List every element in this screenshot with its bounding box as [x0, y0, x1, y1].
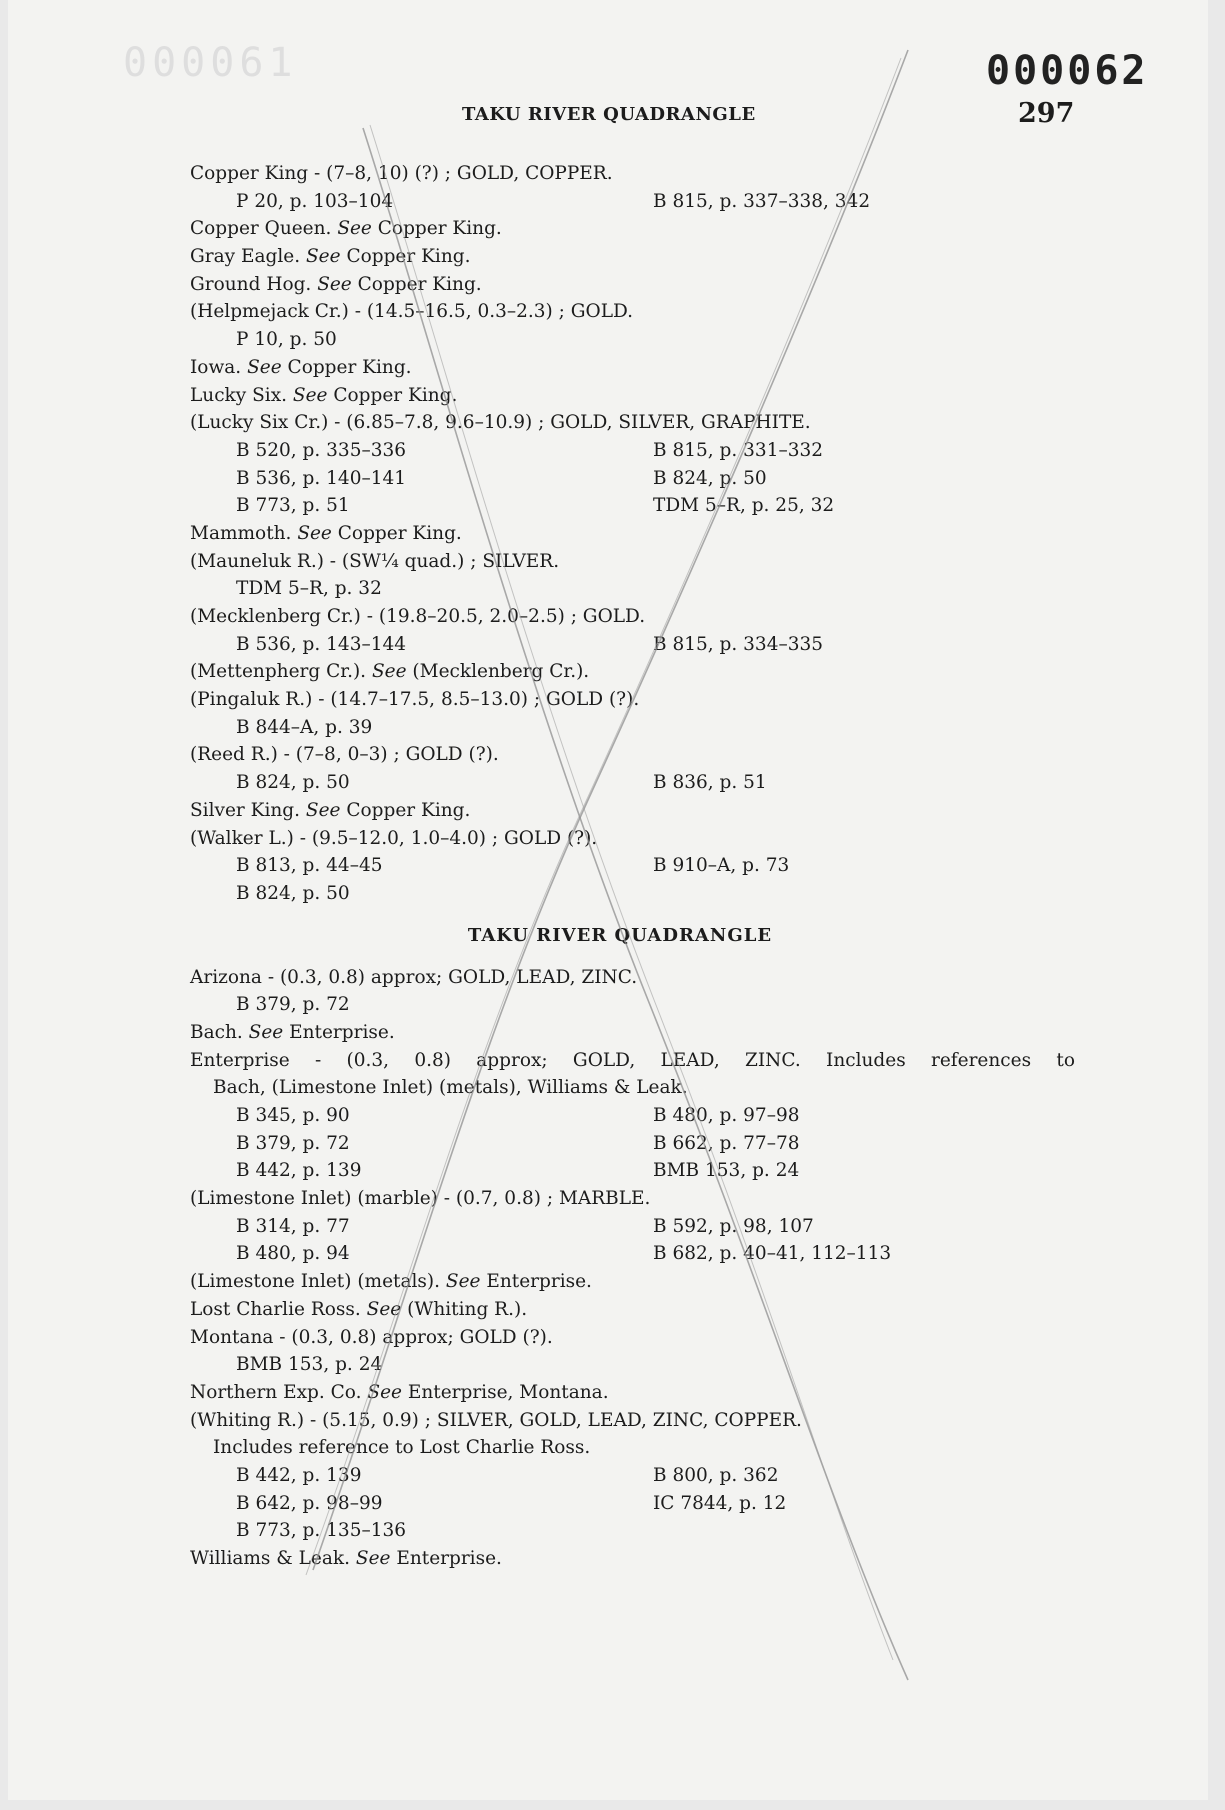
entry-word: approx; — [476, 1049, 548, 1071]
entry-name: Copper Queen. — [190, 218, 338, 240]
entry-word: Enterprise — [190, 1049, 290, 1071]
entry-name: Mammoth. — [190, 522, 298, 544]
entry-word: 0.8) — [414, 1049, 451, 1071]
see-target: Enterprise, Montana. — [401, 1381, 609, 1403]
reference-right: B 836, p. 51 — [653, 772, 767, 794]
entry-name: (Limestone Inlet) (metals). — [190, 1271, 446, 1293]
see-target: Copper King. — [281, 356, 412, 378]
reference-left: P 10, p. 50 — [236, 329, 337, 351]
index-entry: (Walker L.) - (9.5–12.0, 1.0–4.0) ; GOLD (?). — [190, 827, 598, 849]
reference-left: TDM 5–R, p. 32 — [236, 578, 382, 600]
entry-word: Includes — [826, 1049, 906, 1071]
reference-left: B 442, p. 139 — [236, 1464, 362, 1486]
entry-name: Ground Hog. — [190, 273, 318, 295]
see-word: See — [297, 522, 332, 544]
reference-right: B 682, p. 40–41, 112–113 — [653, 1243, 892, 1265]
index-entry: (Lucky Six Cr.) - (6.85–7.8, 9.6–10.9) ; GOLD, SILVER, GRAPHITE. — [190, 412, 811, 434]
see-word: See — [306, 246, 341, 268]
reference-left: B 379, p. 72 — [236, 1132, 350, 1154]
see-word: See — [355, 1548, 391, 1569]
reference-left: B 379, p. 72 — [236, 994, 350, 1016]
index-entry: Arizona - (0.3, 0.8) approx; GOLD, LEAD, ZINC. — [190, 966, 638, 988]
index-entry: (Helpmejack Cr.) - (14.5–16.5, 0.3–2.3) ; GOLD. — [190, 301, 634, 323]
entry-name: Gray Eagle. — [190, 246, 306, 268]
reference-left: B 480, p. 94 — [236, 1243, 350, 1265]
reference-right: B 815, p. 331–332 — [653, 439, 824, 461]
entry-name: Northern Exp. Co. — [190, 1381, 368, 1403]
reference-right: BMB 153, p. 24 — [653, 1160, 800, 1182]
entry-word: to — [1056, 1049, 1075, 1071]
index-entry: (Reed R.) - (7–8, 0–3) ; GOLD (?). — [190, 744, 499, 766]
faint-page-stamp: 000061 — [123, 40, 298, 86]
index-entry: (Mauneluk R.) - (SW¼ quad.) ; SILVER. — [190, 550, 560, 572]
reference-left: B 824, p. 50 — [236, 772, 350, 794]
reference-left: B 813, p. 44–45 — [236, 855, 383, 877]
reference-left: B 773, p. 51 — [236, 495, 350, 517]
see-word: See — [247, 356, 282, 378]
reference-right: IC 7844, p. 12 — [653, 1492, 787, 1514]
see-word: See — [337, 218, 372, 240]
reference-right: B 824, p. 50 — [653, 467, 767, 489]
see-word: See — [445, 1271, 481, 1293]
reference-left: BMB 153, p. 24 — [236, 1354, 383, 1376]
reference-left: B 314, p. 77 — [236, 1215, 350, 1237]
reference-left: B 345, p. 90 — [236, 1105, 350, 1126]
see-target: Copper King. — [340, 246, 471, 268]
entry-word: - — [314, 1049, 322, 1071]
reference-left: B 536, p. 143–144 — [236, 633, 407, 655]
entry-name: Bach. — [190, 1021, 249, 1043]
reference-left: B 442, p. 139 — [236, 1160, 362, 1182]
see-target: (Whiting R.). — [401, 1298, 528, 1320]
see-target: Enterprise. — [283, 1021, 395, 1043]
see-word: See — [292, 384, 328, 406]
see-word: See — [317, 273, 352, 295]
see-target: Copper King. — [340, 799, 471, 821]
reference-left: B 824, p. 50 — [236, 882, 350, 904]
entry-name: Lucky Six. — [190, 384, 293, 406]
index-entry: (Mecklenberg Cr.) - (19.8–20.5, 2.0–2.5) ; GOLD. — [190, 606, 646, 627]
see-target: Enterprise. — [480, 1271, 592, 1293]
index-entry: (Pingaluk R.) - (14.7–17.5, 8.5–13.0) ; GOLD (?). — [190, 689, 640, 711]
index-entry: Copper King - (7–8, 10) (?) ; GOLD, COPPER. — [190, 163, 613, 184]
entry-word: ZINC. — [745, 1049, 801, 1071]
entry-name: (Mettenpherg Cr.). — [190, 661, 372, 683]
see-target: Copper King. — [327, 384, 458, 406]
reference-left: B 642, p. 98–99 — [236, 1492, 383, 1514]
reference-right: B 815, p. 337–338, 342 — [653, 190, 871, 212]
reference-right: B 800, p. 362 — [653, 1464, 779, 1486]
page-stamp-number: 000062 — [986, 48, 1149, 94]
entry-name: Lost Charlie Ross. — [190, 1298, 367, 1320]
index-entry: (Whiting R.) - (5.15, 0.9) ; SILVER, GOLD, LEAD, ZINC, COPPER. — [190, 1409, 802, 1431]
entry-word: references — [931, 1049, 1032, 1071]
see-target: Copper King. — [331, 522, 462, 544]
page-number: 297 — [1018, 98, 1075, 129]
index-entry-continuation: Bach, (Limestone Inlet) (metals), Williams & Leak. — [213, 1077, 688, 1099]
see-word: See — [371, 661, 407, 683]
entry-name: Silver King. — [190, 799, 306, 821]
see-target: Copper King. — [371, 218, 502, 240]
see-target: (Mecklenberg Cr.). — [406, 661, 590, 683]
section-heading: TAKU RIVER QUADRANGLE — [467, 924, 773, 946]
entry-word: LEAD, — [660, 1049, 720, 1071]
pencil-cross-out-mark — [8, 0, 1208, 1800]
entry-word: (0.3, — [346, 1049, 390, 1071]
see-word: See — [367, 1381, 402, 1403]
entry-name: Williams & Leak. — [190, 1548, 356, 1569]
see-word: See — [305, 799, 341, 821]
index-entry: (Limestone Inlet) (marble) - (0.7, 0.8) ; MARBLE. — [190, 1188, 651, 1210]
reference-right: B 910–A, p. 73 — [653, 855, 790, 877]
index-entry-continuation: Includes reference to Lost Charlie Ross. — [213, 1437, 591, 1459]
reference-right: B 815, p. 334–335 — [653, 633, 824, 655]
reference-right: B 592, p. 98, 107 — [653, 1215, 814, 1237]
see-word: See — [366, 1298, 402, 1320]
entry-word: GOLD, — [572, 1049, 636, 1071]
reference-right: TDM 5–R, p. 25, 32 — [653, 495, 835, 517]
entry-name: Iowa. — [190, 356, 248, 378]
reference-left: P 20, p. 103–104 — [236, 190, 394, 212]
reference-left: B 844–A, p. 39 — [236, 716, 373, 738]
document-page — [8, 0, 1208, 1800]
index-entry: Montana - (0.3, 0.8) approx; GOLD (?). — [190, 1326, 553, 1348]
see-target: Copper King. — [351, 273, 482, 295]
see-word: See — [248, 1021, 284, 1043]
reference-left: B 773, p. 135–136 — [236, 1520, 407, 1542]
running-head: TAKU RIVER QUADRANGLE — [462, 104, 756, 125]
reference-right: B 662, p. 77–78 — [653, 1132, 800, 1154]
reference-left: B 520, p. 335–336 — [236, 439, 407, 461]
reference-left: B 536, p. 140–141 — [236, 467, 407, 489]
see-target: Enterprise. — [390, 1548, 502, 1569]
reference-right: B 480, p. 97–98 — [653, 1105, 800, 1126]
